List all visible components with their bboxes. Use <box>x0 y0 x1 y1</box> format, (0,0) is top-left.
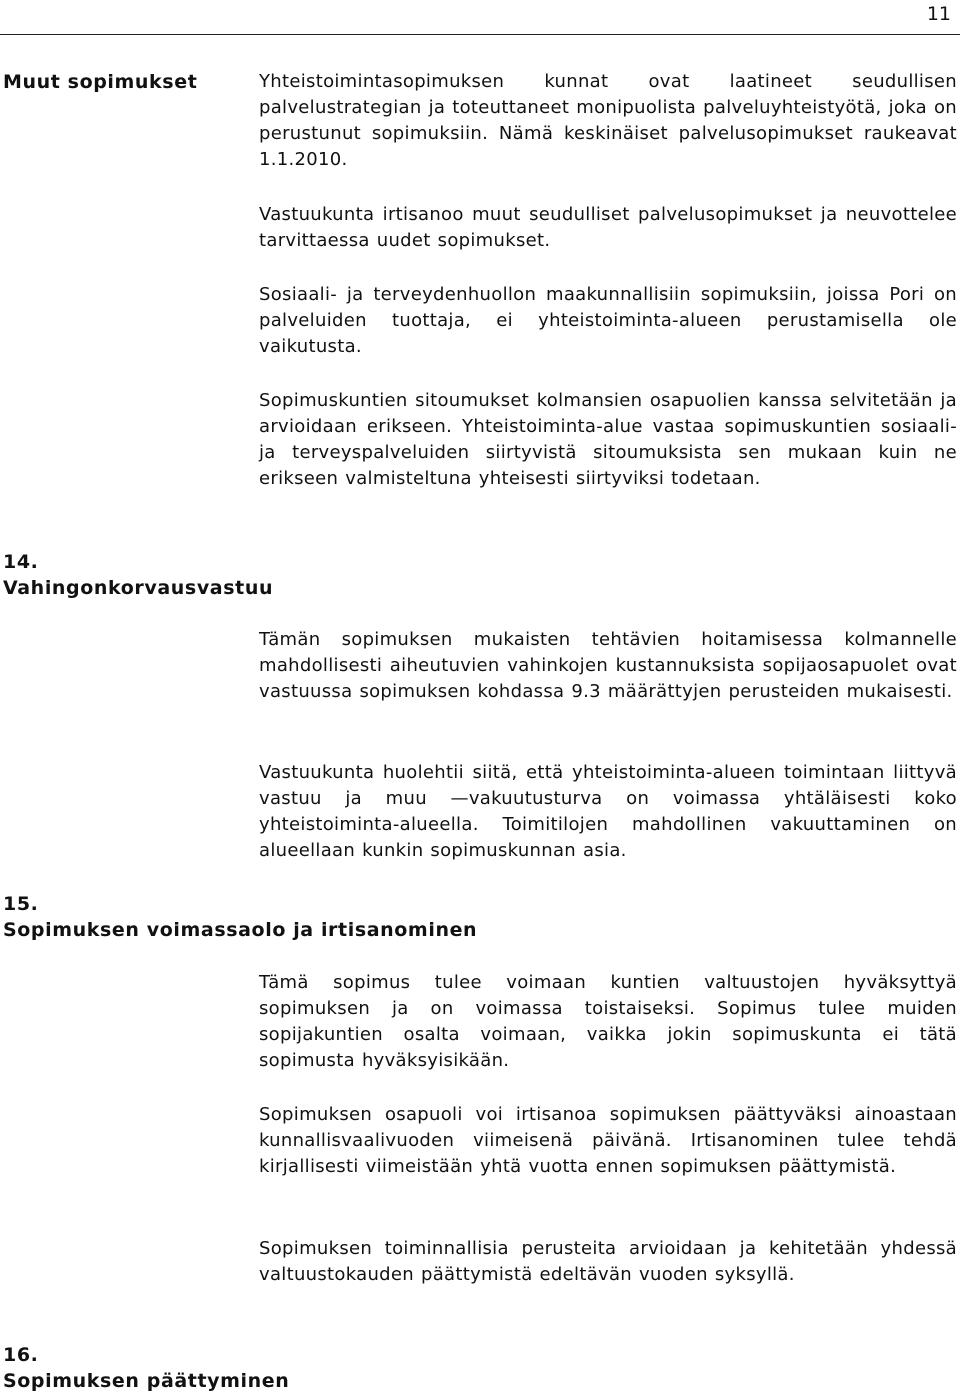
header-rule <box>0 34 960 35</box>
paragraph: Sopimuksen toiminnallisia perusteita arvioidaan ja kehitetään yhdessä valtuustokauden päättymistä edeltävän vuoden syksyllä. <box>259 1238 957 1285</box>
page-number: 11 <box>926 3 951 25</box>
paragraph: Vastuukunta irtisanoo muut seudulliset palvelusopimukset ja neuvottelee tarvittaessa uudet sopimukset. <box>259 204 957 251</box>
paragraph: Sopimuksen osapuoli voi irtisanoa sopimuksen päättyväksi ainoastaan kunnallisvaalivuoden viimeisenä päivänä. Irtisanominen tulee tehdä kirjallisesti viimeistään yhtä vuotta ennen sopimuksen päättymistä. <box>259 1104 957 1177</box>
section-heading-16 <box>3 1342 289 1394</box>
paragraph: Tämän sopimuksen mukaisten tehtävien hoitamisessa kolmannelle mahdollisesti aiheutuvien vahinkojen kustannuksista sopijaosapuolet ovat vastuussa sopimuksen kohdassa 9.3 määrättyjen perusteiden mukaisesti. <box>259 629 957 702</box>
section-title: Sopimuksen voimassaolo ja irtisanominen <box>3 919 478 941</box>
paragraph: Tämä sopimus tulee voimaan kuntien valtuustojen hyväksyttyä sopimuksen ja on voimassa toistaiseksi. Sopimus tulee muiden sopijakuntien osalta voimaan, vaikka jokin sopimuskunta ei tätä sopimusta hyväksyisikään. <box>259 972 957 1071</box>
section-title: Muut sopimukset <box>3 71 198 93</box>
section-number: 15. <box>3 893 39 915</box>
section-heading-14 <box>3 549 273 601</box>
paragraph: Vastuukunta huolehtii siitä, että yhteistoiminta-alueen toimintaan liittyvä vastuu ja muu —vakuutusturva on voimassa yhtäläisesti koko yhteistoiminta-alueella. Toimitilojen mahdollinen vakuuttaminen on alueellaan kunkin sopimuskunnan asia. <box>259 762 957 861</box>
section-title: Sopimuksen päättyminen <box>3 1370 290 1392</box>
paragraph: Sopimuskuntien sitoumukset kolmansien osapuolien kanssa selvitetään ja arvioidaan erikseen. Yhteistoiminta-alue vastaa sopimuskuntien sosiaali- ja terveyspalveluiden siirtyvistä sitoumuksista sen mukaan kuin ne erikseen valmisteltuna yhteisesti siirtyviksi todetaan. <box>259 390 957 489</box>
section-heading-15 <box>3 891 477 943</box>
section-number: 14. <box>3 551 39 573</box>
section-title: Vahingonkorvausvastuu <box>3 577 274 599</box>
section-number: 16. <box>3 1344 39 1366</box>
paragraph: Yhteistoimintasopimuksen kunnat ovat laatineet seudullisen palvelustrategian ja toteuttaneet monipuolista palveluyhteistyötä, joka on perustunut sopimuksiin. Nämä keskinäiset palvelusopimukset raukeavat 1.1.2010. <box>259 71 957 170</box>
section-heading-muut-sopimukset <box>3 69 197 95</box>
paragraph: Sosiaali- ja terveydenhuollon maakunnallisiin sopimuksiin, joissa Pori on palveluiden tuottaja, ei yhteistoiminta-alueen perustamisella ole vaikutusta. <box>259 284 957 357</box>
